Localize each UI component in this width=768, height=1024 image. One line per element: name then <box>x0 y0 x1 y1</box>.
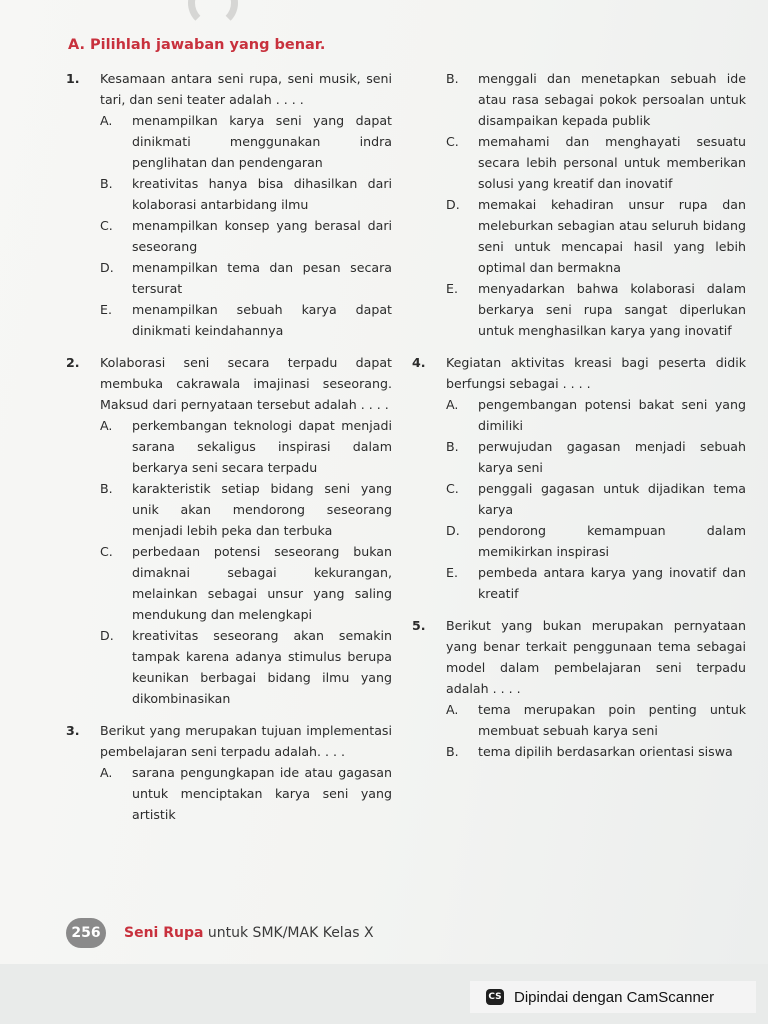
option-letter: B. <box>100 176 113 191</box>
option-text: menampilkan tema dan pesan secara tersurat <box>132 260 392 296</box>
option-text: tema dipilih berdasarkan orientasi siswa <box>478 744 733 759</box>
section-title: A. Pilihlah jawaban yang benar. <box>68 37 326 53</box>
option-text: penggali gagasan untuk dijadikan tema karya <box>478 481 746 517</box>
option-letter: D. <box>100 628 114 643</box>
camscanner-logo-icon: CS <box>486 989 504 1005</box>
question <box>412 352 746 604</box>
option-text: menampilkan sebuah karya dapat dinikmati keindahannya <box>132 302 392 338</box>
option-letter: C. <box>446 481 459 496</box>
book-title-rest: untuk SMK/MAK Kelas X <box>203 925 374 941</box>
option-letter: A. <box>446 397 459 412</box>
option-letter: A. <box>100 418 113 433</box>
option-text: karakteristik setiap bidang seni yang unik akan mendorong seseorang menjadi lebih peka dan terbuka <box>132 481 392 538</box>
answer-option <box>446 478 746 520</box>
page-number-badge: 256 <box>66 918 106 948</box>
question <box>66 68 392 341</box>
question-continuation <box>412 68 746 341</box>
right-column <box>412 68 746 773</box>
option-text: perkembangan teknologi dapat menjadi sarana sekaligus inspirasi dalam berkarya seni secara terpadu <box>132 418 392 475</box>
option-text: kreativitas hanya bisa dihasilkan dari kolaborasi antarbidang ilmu <box>132 176 392 212</box>
option-letter: D. <box>446 197 460 212</box>
answer-option <box>446 68 746 131</box>
answer-option <box>446 194 746 278</box>
option-text: pengembangan potensi bakat seni yang dimiliki <box>478 397 746 433</box>
answer-option <box>446 394 746 436</box>
answer-option <box>100 415 392 478</box>
option-letter: E. <box>446 281 458 296</box>
option-letter: B. <box>446 71 459 86</box>
option-text: pendorong kemampuan dalam memikirkan inspirasi <box>478 523 746 559</box>
question-number: 2. <box>66 355 80 370</box>
option-letter: D. <box>446 523 460 538</box>
book-title <box>124 925 374 941</box>
answer-option <box>100 215 392 257</box>
option-letter: B. <box>100 481 113 496</box>
answer-option <box>100 299 392 341</box>
question-text: Kolaborasi seni secara terpadu dapat membuka cakrawala imajinasi seseorang. Maksud dari pernyataan tersebut adalah . . . . <box>100 355 392 412</box>
answer-option <box>446 278 746 341</box>
answer-option <box>446 562 746 604</box>
answer-options <box>446 699 746 762</box>
option-text: sarana pengungkapan ide atau gagasan untuk menciptakan karya seni yang artistik <box>132 765 392 822</box>
answer-option <box>100 110 392 173</box>
question <box>66 720 392 825</box>
option-letter: E. <box>100 302 112 317</box>
option-letter: E. <box>446 565 458 580</box>
answer-option <box>100 478 392 541</box>
question-text: Berikut yang merupakan tujuan implementasi pembelajaran seni terpadu adalah. . . . <box>100 723 392 759</box>
option-text: menampilkan karya seni yang dapat dinikmati menggunakan indra penglihatan dan pendengaran <box>132 113 392 170</box>
answer-option <box>446 520 746 562</box>
answer-options <box>100 762 392 825</box>
option-text: kreativitas seseorang akan semakin tampak karena adanya stimulus berupa keunikan berbagai bidang ilmu yang dikombinasikan <box>132 628 392 706</box>
book-title-subject: Seni Rupa <box>124 925 204 941</box>
page-footer <box>66 916 374 950</box>
answer-option <box>100 625 392 709</box>
camscanner-watermark <box>470 981 756 1013</box>
question-number: 4. <box>412 355 426 370</box>
left-column <box>66 68 392 836</box>
option-letter: C. <box>100 544 113 559</box>
answer-options <box>446 394 746 604</box>
question-number: 5. <box>412 618 426 633</box>
decorative-ring-icon <box>188 0 238 28</box>
option-letter: D. <box>100 260 114 275</box>
option-letter: A. <box>446 702 459 717</box>
answer-option <box>446 741 746 762</box>
answer-option <box>100 173 392 215</box>
answer-options <box>100 110 392 341</box>
question-text: Berikut yang bukan merupakan pernyataan yang benar terkait penggunaan tema sebagai model dalam pembelajaran seni terpadu adalah . . . . <box>446 618 746 696</box>
question <box>412 615 746 762</box>
option-text: tema merupakan poin penting untuk membuat sebuah karya seni <box>478 702 746 738</box>
option-text: menyadarkan bahwa kolaborasi dalam berkarya seni rupa sangat diperlukan untuk menghasilkan karya yang inovatif <box>478 281 746 338</box>
option-text: pembeda antara karya yang inovatif dan kreatif <box>478 565 746 601</box>
option-letter: B. <box>446 439 459 454</box>
answer-option <box>446 436 746 478</box>
answer-options <box>100 415 392 709</box>
question-text: Kesamaan antara seni rupa, seni musik, seni tari, dan seni teater adalah . . . . <box>100 71 392 107</box>
option-letter: A. <box>100 113 113 128</box>
answer-options <box>446 68 746 341</box>
option-letter: C. <box>446 134 459 149</box>
camscanner-label: Dipindai dengan CamScanner <box>514 988 715 1006</box>
option-text: perwujudan gagasan menjadi sebuah karya seni <box>478 439 746 475</box>
question-number: 1. <box>66 71 80 86</box>
option-text: memahami dan menghayati sesuatu secara lebih personal untuk memberikan solusi yang kreatif dan inovatif <box>478 134 746 191</box>
answer-option <box>100 541 392 625</box>
answer-option <box>100 762 392 825</box>
option-letter: A. <box>100 765 113 780</box>
answer-option <box>100 257 392 299</box>
question-number: 3. <box>66 723 80 738</box>
question-text: Kegiatan aktivitas kreasi bagi peserta didik berfungsi sebagai . . . . <box>446 355 746 391</box>
question <box>66 352 392 709</box>
answer-option <box>446 699 746 741</box>
option-text: memakai kehadiran unsur rupa dan meleburkan sebagian atau seluruh bidang seni untuk mencapai hasil yang lebih optimal dan bermakna <box>478 197 746 275</box>
answer-option <box>446 131 746 194</box>
option-letter: C. <box>100 218 113 233</box>
option-text: perbedaan potensi seseorang bukan dimaknai sebagai kekurangan, melainkan sebagai unsur yang saling mendukung dan melengkapi <box>132 544 392 622</box>
option-text: menggali dan menetapkan sebuah ide atau rasa sebagai pokok persoalan untuk disampaikan kepada publik <box>478 71 746 128</box>
option-letter: B. <box>446 744 459 759</box>
option-text: menampilkan konsep yang berasal dari seseorang <box>132 218 392 254</box>
